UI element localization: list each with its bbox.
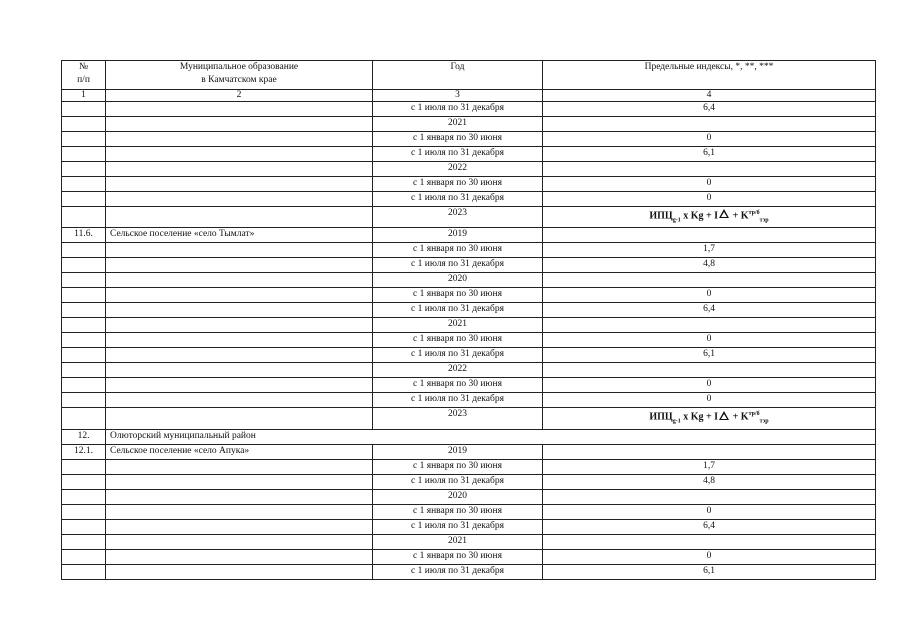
index-value-cell: 4,8 (543, 258, 876, 273)
row-number: 12.1. (62, 444, 106, 459)
municipality-name (106, 378, 373, 393)
column-numbers-row (62, 90, 876, 102)
table-row (62, 177, 876, 192)
formula-plus: + K (730, 210, 749, 222)
municipality-name (106, 117, 373, 132)
index-value-cell: 6,4 (543, 102, 876, 117)
column-number-3: 3 (373, 90, 543, 102)
table-row (62, 258, 876, 273)
municipality-name (106, 474, 373, 489)
index-value-cell: 0 (543, 288, 876, 303)
municipality-name (106, 273, 373, 288)
period-cell: 2021 (373, 318, 543, 333)
row-number (62, 393, 106, 408)
row-number (62, 258, 106, 273)
municipality-name (106, 393, 373, 408)
row-number (62, 147, 106, 162)
formula-k-sub: тэр (759, 418, 769, 425)
table-row (62, 192, 876, 207)
municipality-name: Сельское поселение «село Тымлат» (106, 228, 373, 243)
period-cell: с 1 января по 30 июня (373, 333, 543, 348)
municipality-name (106, 459, 373, 474)
table-row (62, 408, 876, 429)
index-value-cell: 0 (543, 393, 876, 408)
column-number-1: 1 (62, 90, 106, 102)
row-number (62, 549, 106, 564)
row-number (62, 489, 106, 504)
period-cell: 2021 (373, 117, 543, 132)
row-number (62, 132, 106, 147)
period-cell: 2019 (373, 444, 543, 459)
index-value-cell: 0 (543, 177, 876, 192)
index-value-cell: 6,4 (543, 303, 876, 318)
period-cell: с 1 января по 30 июня (373, 177, 543, 192)
formula-ipc: ИПЦ (649, 411, 673, 423)
municipality-name (106, 243, 373, 258)
table-row (62, 117, 876, 132)
period-cell: с 1 июля по 31 декабря (373, 303, 543, 318)
header-number: № п/п (62, 61, 106, 90)
municipality-name (106, 258, 373, 273)
row-number (62, 318, 106, 333)
index-value-cell: 0 (543, 504, 876, 519)
index-value-cell (543, 489, 876, 504)
formula-ipc-sub: g-1 (672, 418, 681, 425)
period-cell: с 1 января по 30 июня (373, 504, 543, 519)
formula-k-sup: тр/б (748, 210, 760, 216)
period-cell: с 1 июля по 31 декабря (373, 519, 543, 534)
period-cell: 2020 (373, 489, 543, 504)
table-row (62, 489, 876, 504)
header-row (62, 61, 876, 90)
period-cell: 2023 (373, 207, 543, 228)
row-number (62, 303, 106, 318)
index-value-cell (543, 162, 876, 177)
index-formula-cell (543, 408, 876, 429)
formula-ipc: ИПЦ (649, 210, 673, 222)
index-value-cell (543, 318, 876, 333)
index-value-cell: 0 (543, 132, 876, 147)
period-cell: 2022 (373, 162, 543, 177)
formula-mid: x Kg + I (680, 210, 719, 222)
row-number (62, 363, 106, 378)
table-row (62, 162, 876, 177)
row-number: 11.6. (62, 228, 106, 243)
period-cell: 2020 (373, 273, 543, 288)
row-number (62, 243, 106, 258)
row-number (62, 459, 106, 474)
table-row (62, 348, 876, 363)
index-value-cell: 6,4 (543, 519, 876, 534)
index-value-cell: 1,7 (543, 243, 876, 258)
period-cell: с 1 июля по 31 декабря (373, 147, 543, 162)
formula-k-sub: тэр (759, 217, 769, 224)
index-value-cell: 1,7 (543, 459, 876, 474)
period-cell: с 1 января по 30 июня (373, 288, 543, 303)
row-number (62, 102, 106, 117)
municipality-name (106, 504, 373, 519)
municipality-name (106, 564, 373, 579)
table-row (62, 444, 876, 459)
table-row (62, 564, 876, 579)
row-number (62, 162, 106, 177)
period-cell: с 1 июля по 31 декабря (373, 102, 543, 117)
municipality-name (106, 102, 373, 117)
period-cell: с 1 июля по 31 декабря (373, 474, 543, 489)
formula-mid: x Kg + I (680, 411, 719, 423)
row-number (62, 378, 106, 393)
period-cell: с 1 января по 30 июня (373, 378, 543, 393)
index-value-cell: 6,1 (543, 564, 876, 579)
district-name: Олюторский муниципальный район (106, 429, 876, 444)
row-number (62, 117, 106, 132)
row-number (62, 207, 106, 228)
limit-indices-table (61, 60, 876, 580)
municipality-name (106, 132, 373, 147)
row-number (62, 534, 106, 549)
table-row (62, 147, 876, 162)
formula-k-sup: тр/б (748, 411, 760, 418)
index-value-cell: 0 (543, 192, 876, 207)
row-number (62, 519, 106, 534)
table-row (62, 519, 876, 534)
municipality-name (106, 177, 373, 192)
row-number (62, 177, 106, 192)
table-row (62, 228, 876, 243)
index-value-cell: 0 (543, 333, 876, 348)
index-value-cell: 0 (543, 549, 876, 564)
index-value-cell: 6,1 (543, 147, 876, 162)
table-row (62, 303, 876, 318)
period-cell: с 1 июля по 31 декабря (373, 258, 543, 273)
municipality-name (106, 333, 373, 348)
table-row (62, 504, 876, 519)
formula-ipc-sub: g-1 (672, 217, 681, 224)
row-number (62, 408, 106, 429)
table-row (62, 318, 876, 333)
table-row (62, 378, 876, 393)
index-value-cell (543, 444, 876, 459)
municipality-name (106, 318, 373, 333)
index-value-cell (543, 534, 876, 549)
table-row (62, 429, 876, 444)
delta-icon (719, 411, 729, 420)
period-cell: с 1 июля по 31 декабря (373, 348, 543, 363)
index-value-cell (543, 117, 876, 132)
municipality-name (106, 348, 373, 363)
row-number (62, 333, 106, 348)
header-year: Год (373, 61, 543, 90)
row-number: 12. (62, 429, 106, 444)
delta-icon (719, 209, 729, 218)
municipality-name (106, 549, 373, 564)
row-number (62, 288, 106, 303)
table-row (62, 288, 876, 303)
period-cell: с 1 января по 30 июня (373, 243, 543, 258)
municipality-name (106, 489, 373, 504)
municipality-name (106, 303, 373, 318)
municipality-name (106, 519, 373, 534)
municipality-name (106, 363, 373, 378)
table-row (62, 102, 876, 117)
municipality-name (106, 288, 373, 303)
column-number-4: 4 (543, 90, 876, 102)
row-number (62, 192, 106, 207)
period-cell: с 1 января по 30 июня (373, 459, 543, 474)
table-row (62, 363, 876, 378)
index-value-cell: 4,8 (543, 474, 876, 489)
table-row (62, 243, 876, 258)
row-number (62, 474, 106, 489)
row-number (62, 504, 106, 519)
column-number-2: 2 (106, 90, 373, 102)
municipality-name (106, 192, 373, 207)
row-number (62, 348, 106, 363)
index-value-cell: 6,1 (543, 348, 876, 363)
period-cell: с 1 января по 30 июня (373, 549, 543, 564)
table-row (62, 132, 876, 147)
table-row (62, 393, 876, 408)
table-row (62, 549, 876, 564)
header-municipality: Муниципальное образование в Камчатском крае (106, 61, 373, 90)
municipality-name (106, 162, 373, 177)
table-body (62, 61, 876, 580)
index-value-cell (543, 228, 876, 243)
municipality-name: Сельское поселение «село Апука» (106, 444, 373, 459)
period-cell: с 1 июля по 31 декабря (373, 192, 543, 207)
table-row (62, 333, 876, 348)
period-cell: 2019 (373, 228, 543, 243)
index-formula-cell (543, 207, 876, 228)
period-cell: 2021 (373, 534, 543, 549)
header-indices: Предельные индексы, *, **, *** (543, 61, 876, 90)
table-row (62, 534, 876, 549)
index-value-cell (543, 273, 876, 288)
table-row (62, 459, 876, 474)
formula-plus: + K (730, 411, 749, 423)
period-cell: 2023 (373, 408, 543, 429)
municipality-name (106, 408, 373, 429)
index-value-cell (543, 363, 876, 378)
table-row (62, 207, 876, 228)
period-cell: 2022 (373, 363, 543, 378)
index-value-cell: 0 (543, 378, 876, 393)
period-cell: с 1 июля по 31 декабря (373, 393, 543, 408)
municipality-name (106, 534, 373, 549)
municipality-name (106, 147, 373, 162)
row-number (62, 564, 106, 579)
municipality-name (106, 207, 373, 228)
table-row (62, 474, 876, 489)
row-number (62, 273, 106, 288)
period-cell: с 1 июля по 31 декабря (373, 564, 543, 579)
table-row (62, 273, 876, 288)
period-cell: с 1 января по 30 июня (373, 132, 543, 147)
